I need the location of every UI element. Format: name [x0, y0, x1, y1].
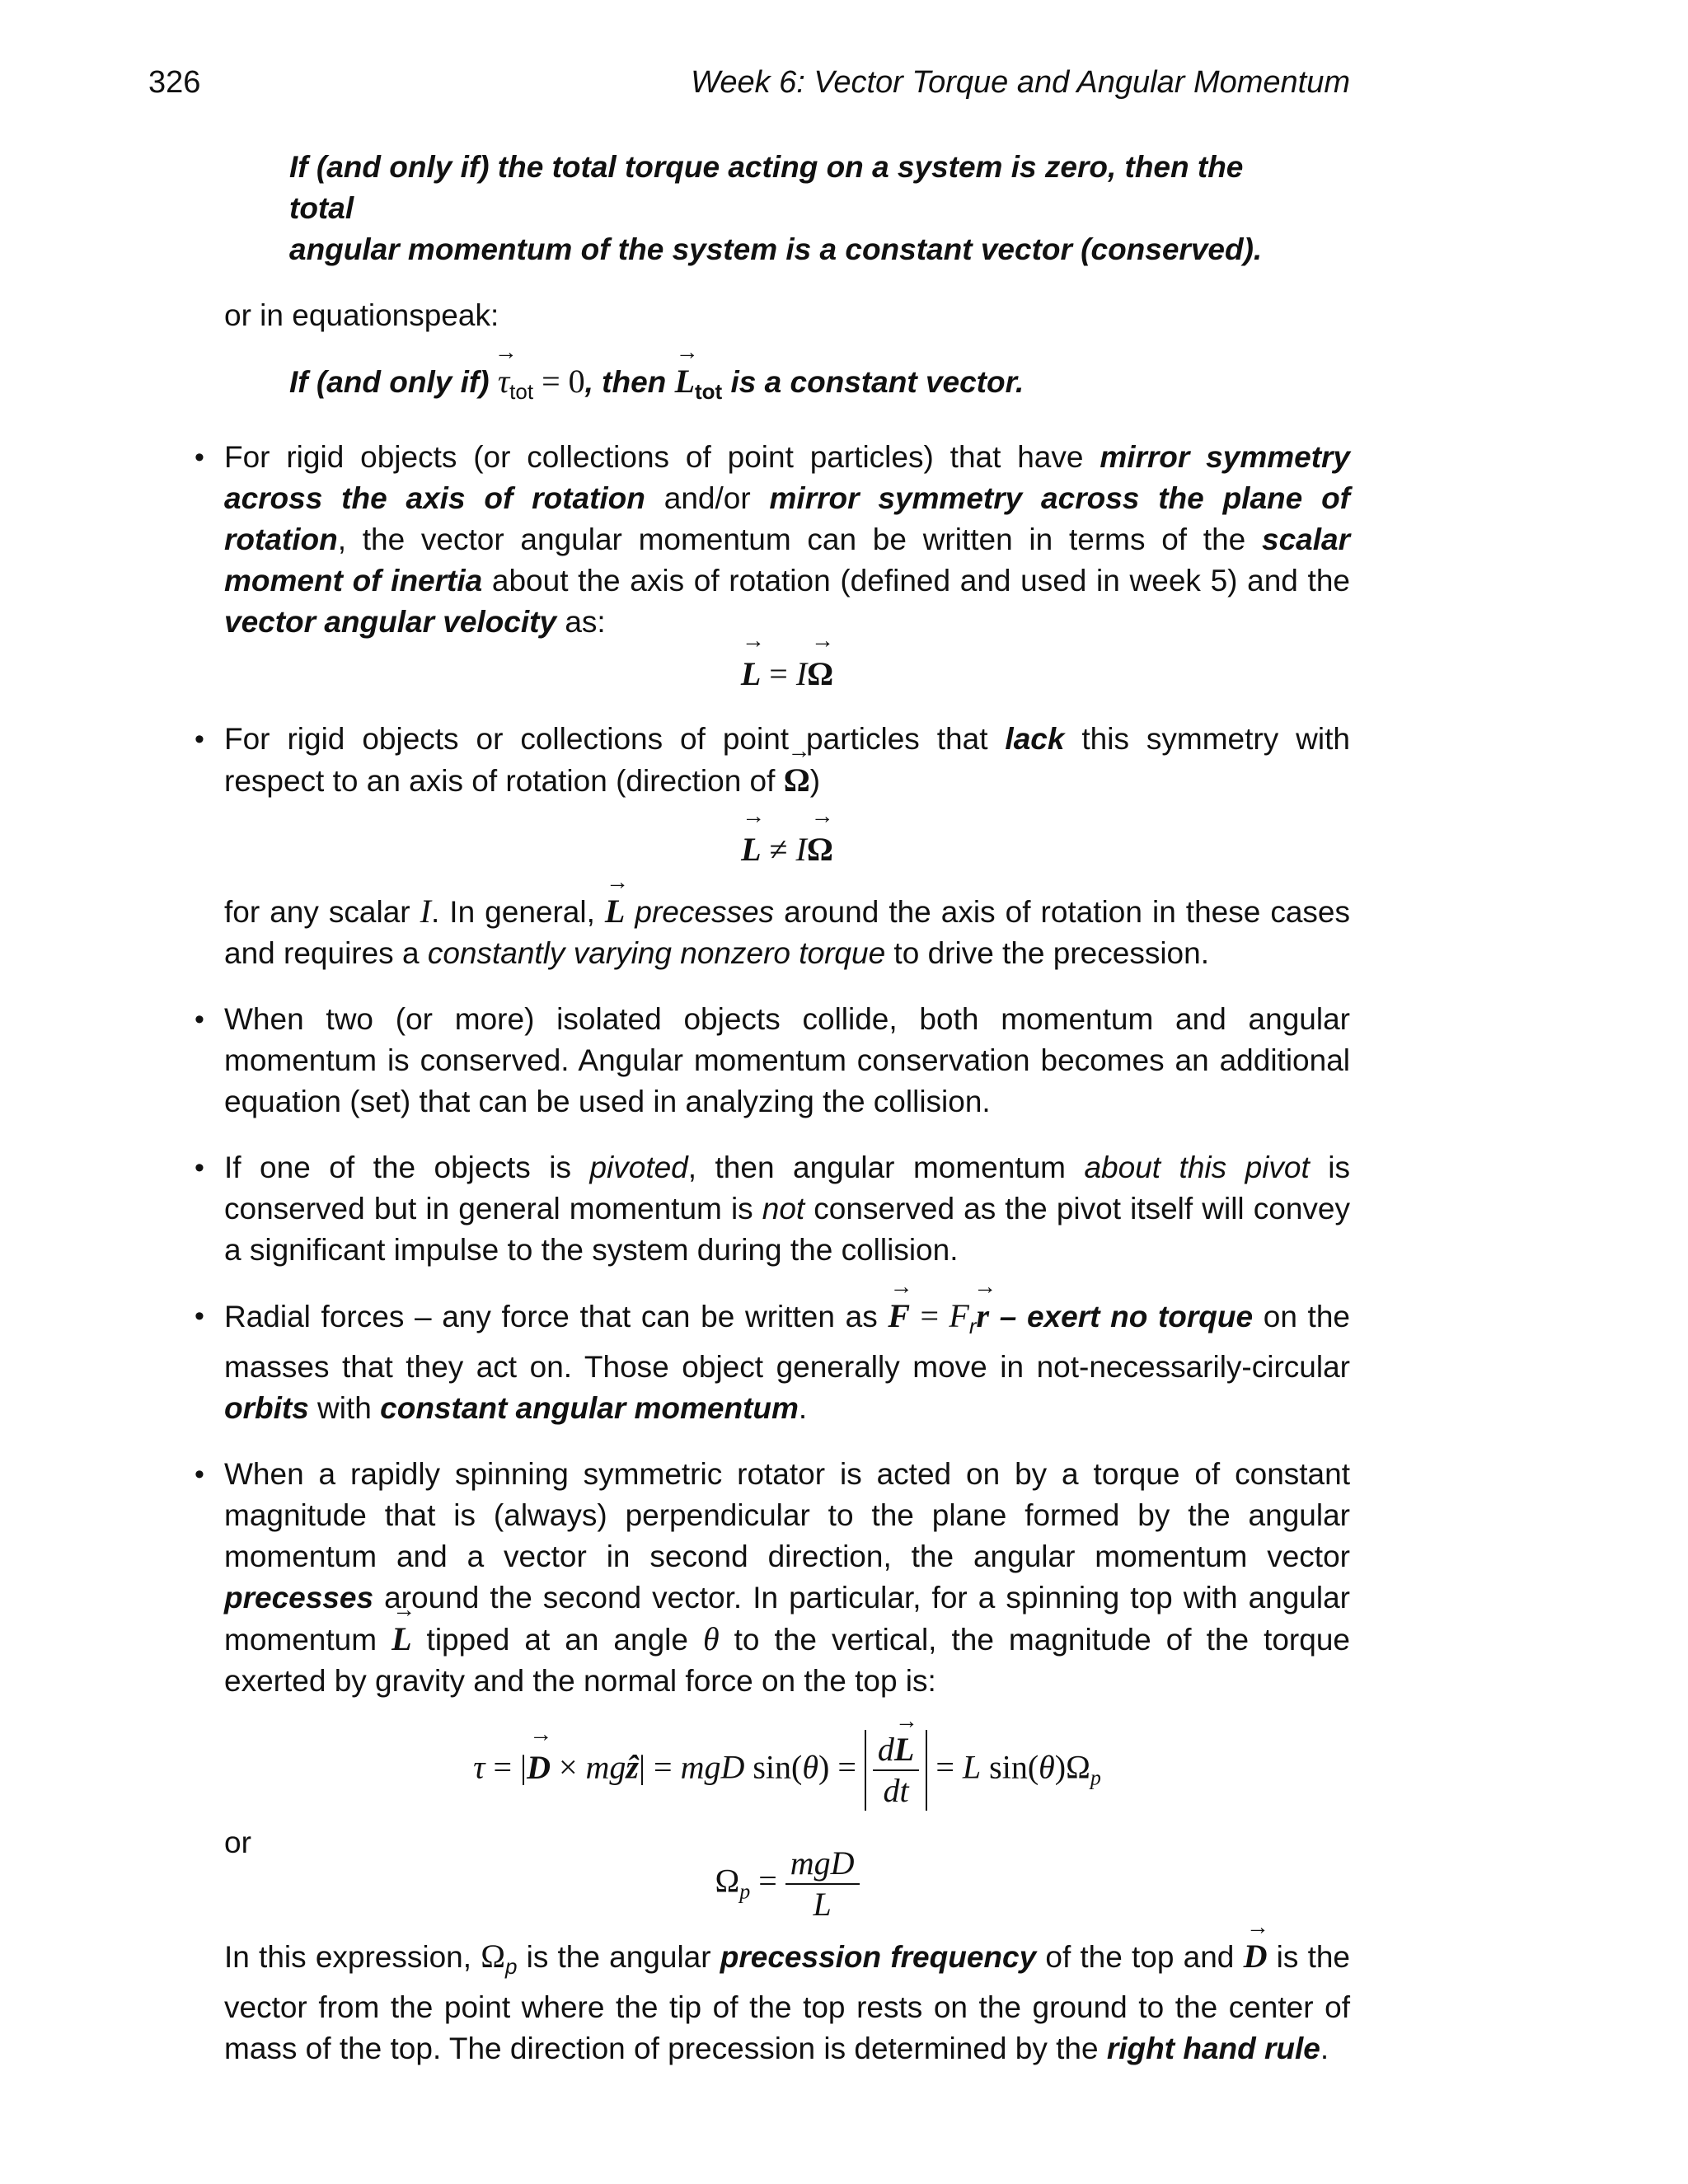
- bullet-marker: •: [195, 1004, 204, 1035]
- text-span: as:: [556, 605, 606, 639]
- mg-symbol: mg: [585, 1748, 626, 1786]
- eq-part: ) =: [818, 1748, 865, 1786]
- precession-frequency-equation: [224, 1844, 1350, 1924]
- Omega-vector-symbol: → Ω: [784, 760, 810, 801]
- statement-suffix: is a constant vector.: [722, 365, 1025, 399]
- theta-symbol: θ: [702, 1620, 720, 1657]
- conservation-statement-line2: angular momentum of the system is a constant vector (conserved).: [289, 232, 1263, 266]
- equals-sign: =: [750, 1862, 785, 1900]
- text-span: If one of the objects is: [224, 1151, 590, 1184]
- conservation-statement-line1: If (and only if) the total torque acting on a system is zero, then the total: [289, 150, 1244, 225]
- bold-phrase: orbits: [224, 1391, 309, 1425]
- F-vector-symbol: → F: [888, 1296, 910, 1337]
- bullet2-followup-text: [224, 891, 1350, 974]
- text-span: around the second vector. In particular, for a spinning top with angular momentum: [224, 1581, 1350, 1657]
- italic-phrase: about this pivot: [1084, 1151, 1310, 1184]
- text-span: is the vector from the point where the tip of the top rests on the ground to the center of mass of the top. The direction of precession is determined by the: [224, 1940, 1351, 2065]
- text-span: is the angular: [517, 1940, 720, 1974]
- list-item: [195, 1147, 1350, 1271]
- L-tot-subscript: tot: [695, 379, 723, 404]
- d-symbol: d: [877, 1731, 894, 1768]
- r-vector-symbol: → r: [977, 1296, 990, 1337]
- bold-phrase: constant angular momentum: [380, 1391, 799, 1425]
- list-item: [195, 437, 1350, 699]
- equals-sign: =: [910, 1297, 950, 1334]
- bold-phrase: precesses: [224, 1581, 374, 1615]
- text-span: When a rapidly spinning symmetric rotator is acted on by a torque of constant magnitude that is (always) perpendicular to the plane formed by the angular momentum and a vector in second direction, the angular momentum vector: [224, 1457, 1350, 1573]
- text-span: for any scalar: [224, 895, 420, 929]
- text-span: .: [1320, 2032, 1329, 2065]
- L-vector-symbol: → L: [741, 649, 761, 699]
- L-vector-symbol: → L: [605, 891, 625, 932]
- text-span: on the masses that they act on. Those object generally move in not-necessarily-circular: [224, 1300, 1350, 1384]
- theta-symbol: θ: [802, 1748, 818, 1786]
- fraction-numerator: [873, 1730, 919, 1771]
- F-symbol: F: [949, 1297, 969, 1334]
- torque-equation: [0, 1730, 1574, 1811]
- mgD-symbol: mgD: [680, 1748, 745, 1786]
- bullet1-text: [224, 437, 1350, 643]
- text-span: tipped at an angle: [411, 1623, 703, 1657]
- bullet6-followup-text: [224, 1936, 1350, 2069]
- bold-phrase: vector angular velocity: [224, 605, 557, 639]
- eq-part: | =: [638, 1748, 681, 1786]
- italic-phrase: not: [762, 1192, 805, 1226]
- text-span: . In general,: [430, 895, 605, 929]
- bold-phrase: lack: [1005, 722, 1065, 756]
- bullet-marker: •: [195, 724, 204, 755]
- Omega-symbol: Ω: [481, 1938, 505, 1975]
- eq-part: = |: [485, 1748, 528, 1786]
- tot-subscript: tot: [509, 379, 534, 404]
- theta-symbol: θ: [1039, 1748, 1055, 1786]
- list-item: [195, 1296, 1350, 1429]
- italic-phrase: pivoted: [589, 1151, 688, 1184]
- text-span: For rigid objects (or collections of point particles) that have: [224, 440, 1100, 474]
- bullet-marker: •: [195, 1301, 204, 1332]
- sin-function: sin(: [981, 1748, 1039, 1786]
- L-vector-symbol: → L: [675, 361, 695, 402]
- equals-zero: = 0: [533, 363, 585, 400]
- bold-phrase: – exert no torque: [989, 1300, 1254, 1333]
- absolute-value-bars: [865, 1730, 927, 1811]
- I-symbol: I: [420, 893, 431, 930]
- or-text: or: [224, 1825, 251, 1859]
- p-subscript: p: [1090, 1765, 1101, 1790]
- page-number: 326: [148, 65, 201, 100]
- list-item: [195, 719, 1351, 974]
- italic-phrase: precesses: [635, 895, 775, 929]
- text-span: to drive the precession.: [885, 936, 1209, 970]
- equation-L-equals-I-Omega: [224, 649, 1350, 699]
- Omega-vector-symbol: → Ω: [807, 825, 833, 874]
- equationspeak-intro: or in equationspeak:: [224, 298, 499, 332]
- text-span: about the axis of rotation (defined and used in week 5) and the: [482, 564, 1350, 598]
- text-span: is conserved but in general momentum is: [224, 1151, 1350, 1226]
- text-span: [625, 895, 635, 929]
- L-vector-symbol: → L: [741, 825, 761, 874]
- bullet-marker: •: [195, 1459, 204, 1490]
- text-span: around the axis of rotation in these cases and requires a: [224, 895, 1351, 970]
- list-item: [195, 999, 1350, 1122]
- bullet5-text: [224, 1296, 1350, 1429]
- r-subscript: r: [968, 1314, 977, 1338]
- text-span: with: [308, 1391, 381, 1425]
- not-equal-sign: ≠: [761, 831, 796, 868]
- Omega-vector-symbol: → Ω: [807, 649, 833, 699]
- bold-phrase: precession frequency: [720, 1940, 1037, 1974]
- fraction-denominator: L: [813, 1886, 832, 1923]
- dL-dt-fraction: [873, 1730, 919, 1811]
- mgD-over-L-fraction: [785, 1844, 860, 1924]
- page-header: [148, 61, 1350, 104]
- p-subscript: p: [504, 1954, 518, 1979]
- text-span: conserved as the pivot itself will convey a significant impulse to the system during the collision.: [224, 1192, 1350, 1267]
- sin-function: sin(: [744, 1748, 803, 1786]
- conservation-equation-statement: [289, 361, 1287, 412]
- running-head: Week 6: Vector Torque and Angular Momentum: [691, 65, 1350, 100]
- text-span: , the vector angular momentum can be written in terms of the: [337, 523, 1262, 556]
- text-span: to the vertical, the magnitude of the torque exerted by gravity and the normal force on the top is:: [224, 1623, 1350, 1698]
- p-subscript: p: [739, 1879, 751, 1904]
- bullet-marker: •: [195, 442, 204, 473]
- equation-L-not-equal-I-Omega: [224, 825, 1350, 874]
- Omega-symbol: Ω: [715, 1862, 740, 1900]
- L-vector-symbol: → L: [894, 1730, 914, 1769]
- conservation-statement: [289, 147, 1287, 270]
- z-hat-symbol: ẑ: [626, 1748, 639, 1786]
- list-item: [195, 1454, 1351, 2069]
- bullet-marker: •: [195, 1152, 204, 1183]
- bold-phrase: scalar moment of inertia: [224, 523, 1350, 598]
- fraction-numerator: mgD: [785, 1844, 860, 1885]
- text-span: and/or: [645, 481, 770, 515]
- L-symbol: L: [962, 1748, 982, 1786]
- eq-part: =: [927, 1748, 963, 1786]
- equals-sign: =: [761, 655, 796, 692]
- bold-phrase: mirror symmetry across the axis of rotation: [224, 440, 1350, 515]
- text-span: of the top and: [1036, 1940, 1244, 1974]
- text-span: ): [809, 764, 821, 798]
- bullet4-text: [224, 1147, 1350, 1271]
- bold-phrase: right hand rule: [1106, 2032, 1320, 2065]
- page-content: [195, 147, 1351, 2069]
- text-span: In this expression,: [224, 1940, 481, 1974]
- fraction-denominator: dt: [883, 1772, 909, 1809]
- italic-phrase: constantly varying nonzero torque: [427, 936, 886, 970]
- bullet2-text: [224, 719, 1350, 802]
- text-span: this symmetry with respect to an axis of rotation (direction of: [224, 722, 1350, 798]
- tau-symbol: τ: [473, 1748, 485, 1786]
- D-vector-symbol: → D: [527, 1743, 551, 1793]
- statement-prefix: If (and only if): [289, 365, 498, 399]
- eq-part: )Ω: [1054, 1748, 1090, 1786]
- statement-then: , then: [584, 365, 675, 399]
- bullet6-text: [224, 1454, 1350, 1702]
- I-symbol: I: [795, 655, 808, 692]
- bold-phrase: mirror symmetry across the plane of rotation: [224, 481, 1350, 556]
- cross-sign: ×: [550, 1748, 586, 1786]
- text-span: , then angular momentum: [687, 1151, 1085, 1184]
- text-span: .: [798, 1391, 808, 1425]
- tau-vector-symbol: → τ: [498, 361, 509, 402]
- text-span: For rigid objects or collections of point particles that: [224, 722, 1006, 756]
- D-vector-symbol: → D: [1244, 1936, 1268, 1977]
- L-vector-symbol: → L: [392, 1619, 411, 1660]
- text-span: Radial forces – any force that can be written as: [224, 1300, 889, 1333]
- bullet3-text: When two (or more) isolated objects collide, both momentum and angular momentum is conserved. Angular momentum conservation becomes an additional equation (set) that can be used in analyzing the collision.: [224, 1002, 1350, 1118]
- I-symbol: I: [795, 831, 807, 868]
